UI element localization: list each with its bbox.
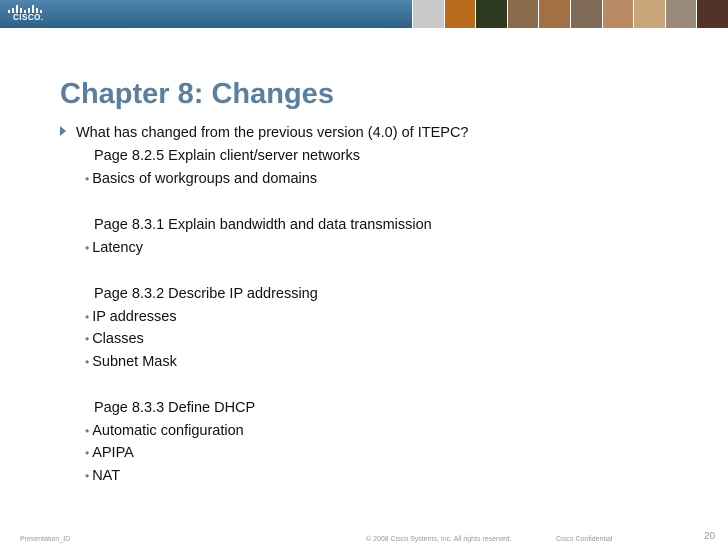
bullet-dot-icon: • <box>85 332 90 346</box>
header-photo <box>412 0 444 28</box>
header-photo <box>444 0 476 28</box>
sub-bullet-text: Subnet Mask <box>92 354 177 370</box>
sub-bullet-text: Classes <box>92 331 144 347</box>
sub-bullet-text: Automatic configuration <box>92 423 244 439</box>
sub-bullet-text: Basics of workgroups and domains <box>92 171 318 187</box>
header-photo <box>696 0 728 28</box>
header-band <box>0 0 728 28</box>
page-number: 20 <box>704 531 716 542</box>
sub-bullet <box>85 309 177 325</box>
header-photo <box>475 0 507 28</box>
sub-bullet <box>85 468 120 484</box>
sub-bullet <box>85 423 244 439</box>
sub-bullet <box>85 354 177 370</box>
slide-title: Chapter 8: Changes <box>60 78 334 110</box>
cisco-bridge-icon <box>8 5 44 13</box>
footer-copyright: © 2008 Cisco Systems, Inc. All rights reserved. <box>366 536 512 543</box>
sub-bullet <box>85 171 317 187</box>
cisco-logo <box>6 3 46 25</box>
bullet-dot-icon: • <box>85 446 90 460</box>
sub-bullet <box>85 240 143 256</box>
sub-bullet-text: APIPA <box>92 445 134 461</box>
section-heading: Page 8.3.3 Define DHCP <box>94 400 256 416</box>
logo-text: CISCO. <box>13 13 44 22</box>
sub-bullet <box>85 331 144 347</box>
bullet-dot-icon: • <box>85 424 90 438</box>
bullet-arrow-icon <box>60 126 66 136</box>
footer-confidential: Cisco Confidential <box>556 536 613 543</box>
header-photo <box>602 0 634 28</box>
section-heading: Page 8.2.5 Explain client/server networks <box>94 148 360 164</box>
bullet-dot-icon: • <box>85 469 90 483</box>
header-photo <box>633 0 665 28</box>
footer-presentation-id: Presentation_ID <box>20 536 71 543</box>
main-bullet <box>60 125 469 141</box>
header-photo <box>507 0 539 28</box>
sub-bullet <box>85 445 134 461</box>
bullet-dot-icon: • <box>85 355 90 369</box>
photo-strip <box>412 0 728 28</box>
section-heading: Page 8.3.1 Explain bandwidth and data transmission <box>94 217 432 233</box>
main-bullet-text: What has changed from the previous version (4.0) of ITEPC? <box>76 125 469 141</box>
section-heading: Page 8.3.2 Describe IP addressing <box>94 286 318 302</box>
sub-bullet-text: NAT <box>92 468 121 484</box>
header-photo <box>538 0 570 28</box>
header-photo <box>570 0 602 28</box>
sub-bullet-text: IP addresses <box>92 309 177 325</box>
bullet-dot-icon: • <box>85 241 90 255</box>
header-photo <box>665 0 697 28</box>
sub-bullet-text: Latency <box>92 240 143 256</box>
bullet-dot-icon: • <box>85 172 90 186</box>
bullet-dot-icon: • <box>85 310 90 324</box>
